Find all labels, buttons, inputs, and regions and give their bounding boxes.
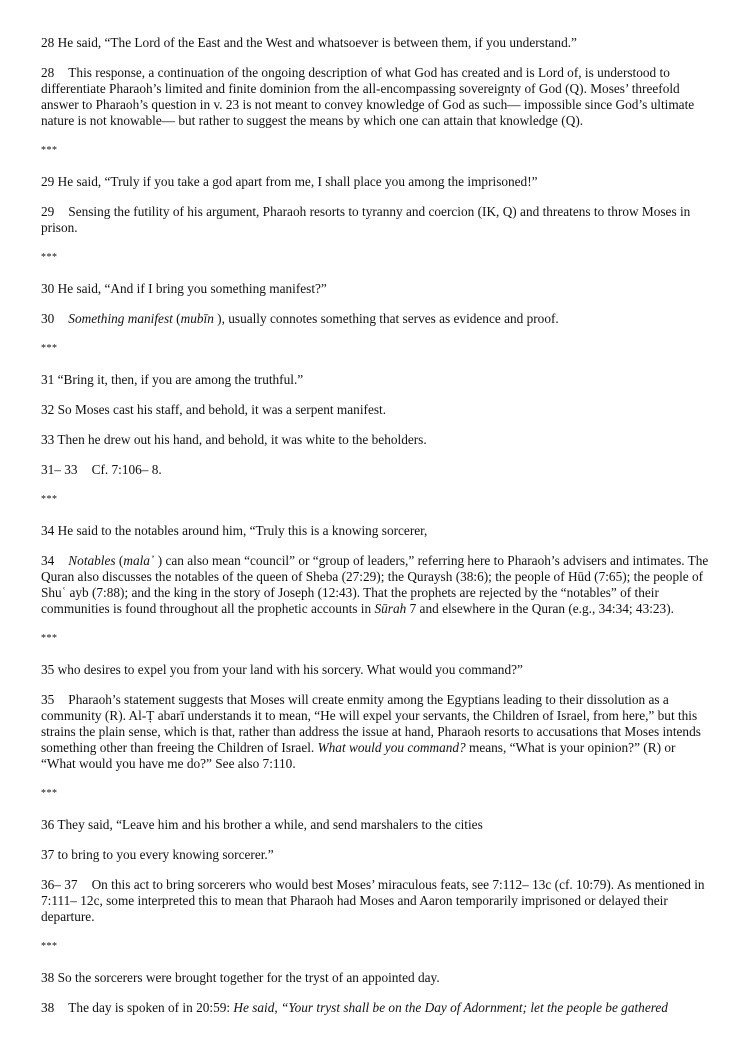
verse-number: 33 bbox=[41, 432, 55, 447]
commentary-number: 38 bbox=[41, 1000, 55, 1015]
commentary-number: 29 bbox=[41, 204, 55, 219]
commentary-text: ), usually connotes something that serves as evidence and proof. bbox=[213, 311, 559, 326]
verse-number: 35 bbox=[41, 662, 55, 677]
verse-text: to bring to you every knowing sorcerer.” bbox=[57, 847, 274, 862]
verse-number: 31 bbox=[41, 372, 55, 387]
commentary-number: 31– 33 bbox=[41, 462, 78, 477]
commentary-text: Cf. 7:106– 8. bbox=[91, 462, 162, 477]
verse-text: He said, “And if I bring you something manifest?” bbox=[57, 281, 327, 296]
verse-line bbox=[41, 432, 709, 448]
verse-line bbox=[41, 970, 709, 986]
commentary-paragraph bbox=[41, 311, 709, 327]
verse-number: 36 bbox=[41, 817, 55, 832]
italic-text: mala᾿ bbox=[123, 553, 155, 568]
section-separator: *** bbox=[41, 941, 58, 952]
section-separator: *** bbox=[41, 633, 58, 644]
verse-line bbox=[41, 35, 709, 51]
verse-number: 34 bbox=[41, 523, 55, 538]
commentary-text: 7 and elsewhere in the Quran (e.g., 34:34; 43:23). bbox=[406, 601, 674, 616]
commentary-text: On this act to bring sorcerers who would best Moses’ miraculous feats, see 7:112– 13c (cf. 10:79). As mentioned in 7:111– 12c, some interpreted this to mean that Pharaoh had Moses and Aaron temporarily imprisoned or delayed their departure. bbox=[41, 877, 705, 924]
verse-number: 38 bbox=[41, 970, 55, 985]
verse-text: “Bring it, then, if you are among the truthful.” bbox=[57, 372, 304, 387]
verse-text: So Moses cast his staff, and behold, it was a serpent manifest. bbox=[57, 402, 387, 417]
commentary-number: 35 bbox=[41, 692, 55, 707]
verse-line bbox=[41, 847, 709, 863]
commentary-text: Pharaoh’s statement suggests that Moses will create enmity among the Egyptians leading to their dissolution as a community (R). Al-Ṭ abarī understands it to mean, “He will expel your servants, the Children of Israel, from here,” but this strains the plain sense, which is that, rather than address the issue at hand, Pharaoh resorts to accusations that Moses intends something other than freeing the Children of Israel. bbox=[41, 692, 701, 755]
commentary-paragraph bbox=[41, 204, 709, 236]
verse-text: They said, “Leave him and his brother a while, and send marshalers to the cities bbox=[57, 817, 483, 832]
commentary-text: ( bbox=[115, 553, 124, 568]
verse-text: He said to the notables around him, “Truly this is a knowing sorcerer, bbox=[57, 523, 428, 538]
commentary-paragraph bbox=[41, 553, 709, 617]
italic-text: Something manifest bbox=[68, 311, 173, 326]
commentary-text: ( bbox=[172, 311, 181, 326]
commentary-text: This response, a continuation of the ongoing description of what God has created and is Lord of, is understood to differentiate Pharaoh’s limited and finite dominion from the all-encompassing sovereignty of God (Q). Moses’ threefold answer to Pharaoh’s question in v. 23 is not meant to convey knowledge of God as such— impossible since God’s ultimate nature is not knowable— but rather to suggest the means by which one can attain that knowledge (Q). bbox=[41, 65, 695, 128]
commentary-paragraph bbox=[41, 1000, 709, 1016]
commentary-number: 30 bbox=[41, 311, 55, 326]
verse-line bbox=[41, 523, 709, 539]
section-separator: *** bbox=[41, 788, 58, 799]
section-separator: *** bbox=[41, 494, 58, 505]
verse-line bbox=[41, 281, 709, 297]
verse-text: Then he drew out his hand, and behold, it was white to the beholders. bbox=[57, 432, 427, 447]
verse-text: So the sorcerers were brought together for the tryst of an appointed day. bbox=[57, 970, 440, 985]
commentary-text: means, “What is your opinion?” (R) or “What would you have me do?” See also 7:110. bbox=[41, 740, 676, 771]
verse-number: 37 bbox=[41, 847, 55, 862]
commentary-text: Sensing the futility of his argument, Pharaoh resorts to tyranny and coercion (IK, Q) and threatens to throw Moses in prison. bbox=[41, 204, 691, 235]
italic-text: Sūrah bbox=[374, 601, 407, 616]
verse-line bbox=[41, 372, 709, 388]
document-page bbox=[41, 35, 709, 1030]
commentary-paragraph bbox=[41, 462, 709, 478]
section-separator: *** bbox=[41, 252, 58, 263]
italic-text: Notables bbox=[68, 553, 116, 568]
italic-text: What would you command? bbox=[317, 740, 466, 755]
section-separator: *** bbox=[41, 343, 58, 354]
commentary-text: The day is spoken of in 20:59: bbox=[68, 1000, 234, 1015]
commentary-text: ) can also mean “council” or “group of leaders,” referring here to Pharaoh’s advisers and intimates. The Quran also discusses the notables of the queen of Sheba (27:29); the Quraysh (38:6); the people of Hūd (7:65); the people of Shuʿ ayb (7:88); and the king in the story of Joseph (12:43). That the prophets are rejected by the “notables” of their communities is found throughout all the prophetic accounts in bbox=[41, 553, 709, 616]
commentary-number: 34 bbox=[41, 553, 55, 568]
verse-text: He said, “The Lord of the East and the West and whatsoever is between them, if you understand.” bbox=[57, 35, 577, 50]
italic-text: mubīn bbox=[180, 311, 214, 326]
commentary-number: 36– 37 bbox=[41, 877, 78, 892]
verse-text: He said, “Truly if you take a god apart from me, I shall place you among the imprisoned!” bbox=[57, 174, 538, 189]
verse-line bbox=[41, 662, 709, 678]
verse-number: 29 bbox=[41, 174, 55, 189]
verse-line bbox=[41, 174, 709, 190]
commentary-paragraph bbox=[41, 65, 709, 129]
verse-line bbox=[41, 817, 709, 833]
commentary-paragraph bbox=[41, 877, 709, 925]
verse-number: 32 bbox=[41, 402, 55, 417]
commentary-paragraph bbox=[41, 692, 709, 772]
verse-text: who desires to expel you from your land with his sorcery. What would you command?” bbox=[57, 662, 523, 677]
verse-number: 30 bbox=[41, 281, 55, 296]
section-separator: *** bbox=[41, 145, 58, 156]
verse-line bbox=[41, 402, 709, 418]
verse-number: 28 bbox=[41, 35, 55, 50]
commentary-number: 28 bbox=[41, 65, 55, 80]
italic-text: He said, “Your tryst shall be on the Day of Adornment; let the people be gathered bbox=[233, 1000, 668, 1015]
